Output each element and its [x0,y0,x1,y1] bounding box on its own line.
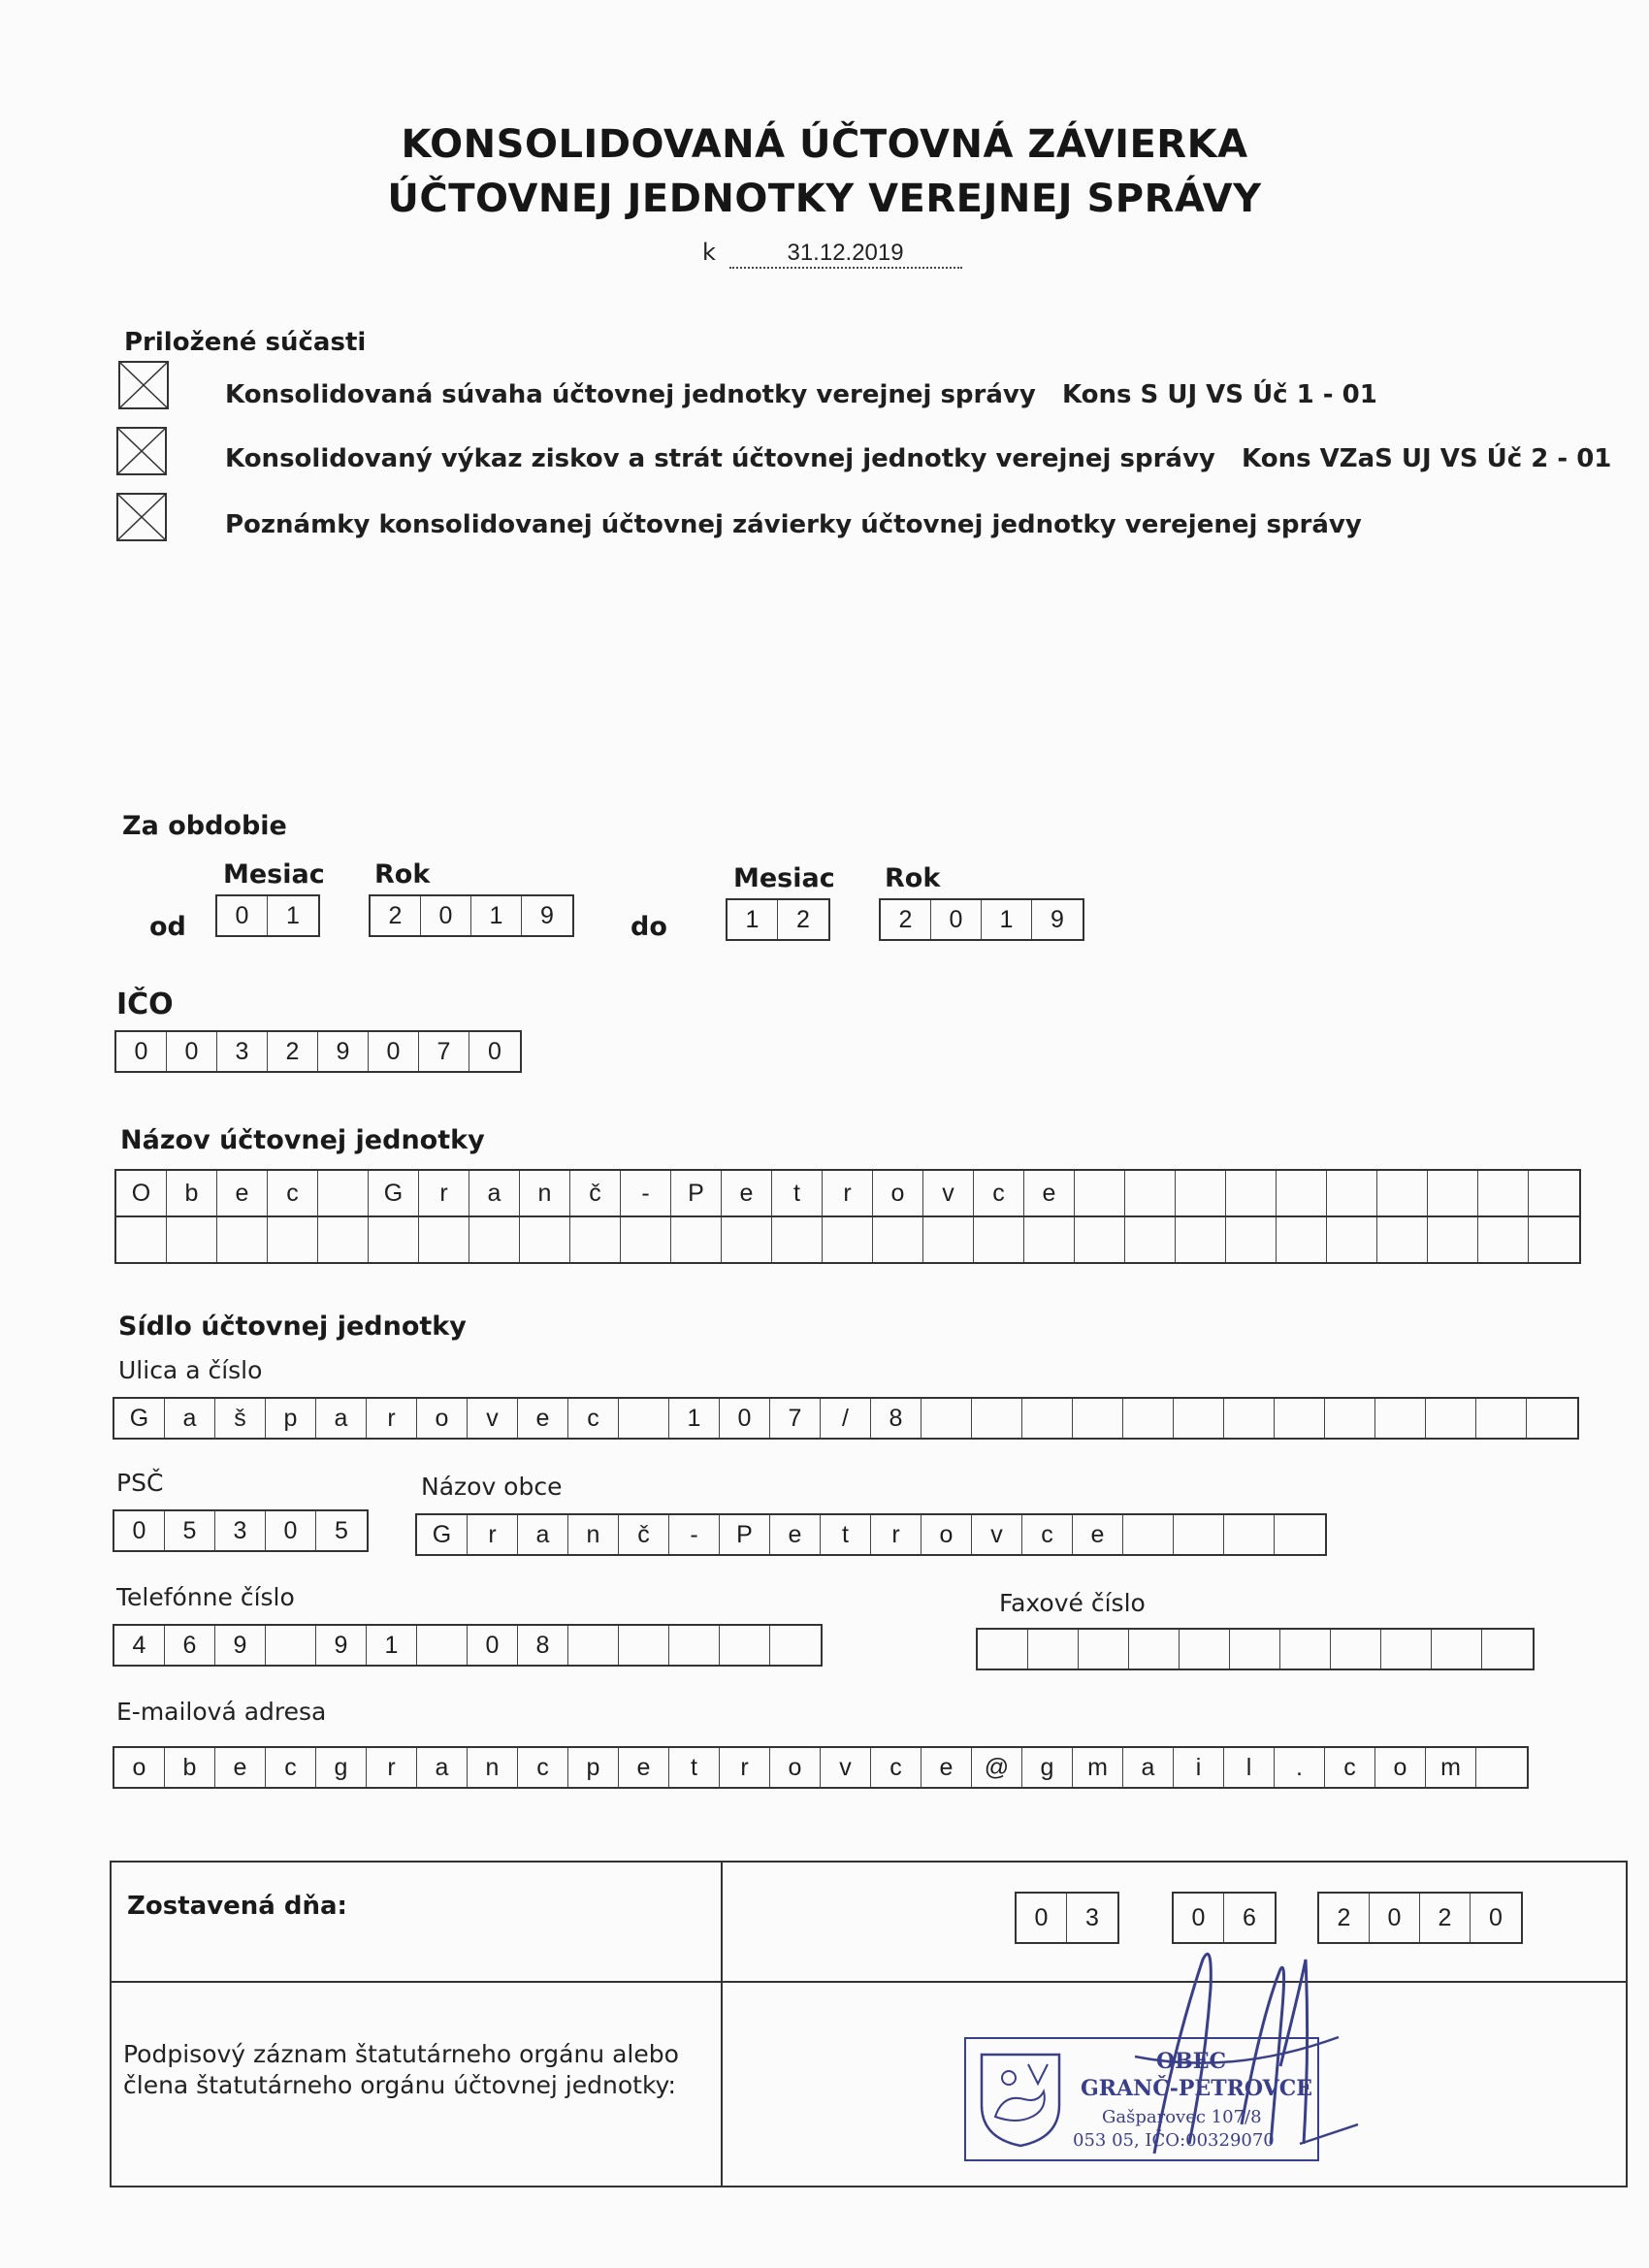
to-year-cell-4: 9 [1051,905,1064,933]
email-cell: r [367,1748,417,1787]
email-cell: e [922,1748,972,1787]
title-line-2: ÚČTOVNEJ JEDNOTKY VEREJNEJ SPRÁVY [387,177,1262,221]
entity-name-grid[interactable] [114,1169,1581,1264]
entity-name-cell [1277,1171,1327,1215]
entity-name-cell: G [369,1171,419,1215]
street-cell [1275,1399,1325,1438]
email-cell [1476,1748,1527,1787]
from-year-label: Rok [374,859,431,890]
from-month-label: Mesiac [223,859,325,890]
entity-name-cell [873,1217,923,1262]
to-year-cell-3: 1 [982,900,1032,939]
from-label: od [149,912,186,942]
entity-name-cell: t [772,1171,823,1215]
date-value: 31.12.2019 [729,240,962,269]
entity-name-cell [1327,1171,1377,1215]
compiled-day-cell-1: 0 [1017,1894,1067,1942]
entity-name-cell [318,1217,369,1262]
entity-name-cell: O [116,1171,167,1215]
entity-name-cell: e [217,1171,268,1215]
city-cell: G [417,1515,468,1554]
from-year-cell-3: 1 [471,896,522,935]
email-cell: v [821,1748,871,1787]
entity-name-cell: c [974,1171,1024,1215]
entity-name-cell [772,1217,823,1262]
entity-name-cell [923,1217,974,1262]
street-cell: o [417,1399,468,1438]
street-cell [1476,1399,1527,1438]
entity-name-cell [974,1217,1024,1262]
entity-name-cell [268,1217,318,1262]
attachment-code-2: Kons VZaS UJ VS Úč 2 - 01 [1242,444,1612,473]
attachment-label-2: Konsolidovaný výkaz ziskov a strát účtovnej jednotky verejnej správy [225,444,1215,473]
address-heading: Sídlo účtovnej jednotky [118,1312,467,1342]
street-cell [922,1399,972,1438]
psc-cell: 0 [266,1511,316,1550]
entity-name-cell [1226,1171,1277,1215]
email-cell: n [468,1748,518,1787]
entity-name-cell [1277,1217,1327,1262]
entity-name-row-1 [116,1171,1579,1217]
street-cell: c [568,1399,619,1438]
stamp-line-3: Gašparovec 107/8 [1102,2107,1262,2127]
compiled-month-cell-2: 6 [1243,1903,1256,1931]
fax-cell [1331,1630,1381,1669]
entity-name-cell [671,1217,722,1262]
city-cell [1275,1515,1325,1554]
street-cell: / [821,1399,871,1438]
email-cell: o [1375,1748,1426,1787]
attachment-item-1 [225,380,1377,409]
attachment-checkbox-3[interactable] [116,493,167,541]
from-year-cell-4: 9 [540,901,554,929]
phone-label: Telefónne číslo [116,1583,295,1611]
phone-cell [720,1626,770,1665]
table-divider-vertical [721,1863,723,2186]
street-cell [1426,1399,1476,1438]
signature-label-line-1: Podpisový záznam štatutárneho orgánu alebo [123,2040,679,2068]
psc-grid[interactable] [113,1509,369,1552]
street-cell [1174,1399,1224,1438]
entity-name-cell: n [520,1171,570,1215]
city-cell: e [770,1515,821,1554]
street-cell [619,1399,669,1438]
from-month-cell-1: 0 [217,896,268,935]
street-cell: G [114,1399,165,1438]
street-cell: a [165,1399,215,1438]
entity-name-cell: b [167,1171,217,1215]
from-month-grid[interactable] [215,894,320,937]
entity-name-cell: P [671,1171,722,1215]
fax-cell [1129,1630,1180,1669]
entity-name-cell [1478,1171,1529,1215]
email-cell: e [619,1748,669,1787]
fax-cell [1482,1630,1533,1669]
entity-name-cell: e [1024,1171,1075,1215]
attachment-item-3 [225,510,1362,539]
attachment-label-3: Poznámky konsolidovanej účtovnej závierky účtovnej jednotky verejenej správy [225,510,1362,539]
phone-cell: 9 [215,1626,266,1665]
entity-name-cell: r [419,1171,469,1215]
fax-label: Faxové číslo [999,1589,1146,1617]
entity-name-cell [1024,1217,1075,1262]
entity-name-cell [167,1217,217,1262]
phone-cell: 1 [367,1626,417,1665]
entity-name-cell: v [923,1171,974,1215]
email-cell: . [1275,1748,1325,1787]
entity-name-cell [217,1217,268,1262]
phone-cell [669,1626,720,1665]
signature-label [123,2039,679,2101]
email-cell: c [1325,1748,1375,1787]
ico-cell: 7 [419,1032,469,1071]
email-cell: a [417,1748,468,1787]
phone-cell [770,1626,821,1665]
entity-name-cell [1428,1171,1478,1215]
street-cell [972,1399,1022,1438]
street-cell [1073,1399,1123,1438]
phone-cell: 0 [468,1626,518,1665]
street-cell [1325,1399,1375,1438]
entity-name-cell [570,1217,621,1262]
compiled-year-cell-4: 0 [1489,1903,1503,1931]
email-cell: g [316,1748,367,1787]
ico-grid[interactable] [114,1030,522,1073]
attachment-label-1: Konsolidovaná súvaha účtovnej jednotky verejnej správy [225,380,1036,409]
to-year-cell-1: 2 [881,900,931,939]
street-cell [1224,1399,1275,1438]
street-label: Ulica a číslo [118,1356,263,1384]
street-cell: 0 [720,1399,770,1438]
compiled-year-cell-2: 0 [1370,1894,1420,1942]
entity-name-cell [520,1217,570,1262]
entity-name-cell [1125,1171,1176,1215]
street-cell: e [518,1399,568,1438]
entity-name-cell: - [621,1171,671,1215]
entity-name-cell [823,1217,873,1262]
email-cell: a [1123,1748,1174,1787]
entity-name-cell [318,1171,369,1215]
city-cell: P [720,1515,770,1554]
report-date [702,239,962,269]
entity-name-cell [1075,1217,1125,1262]
to-month-grid[interactable] [726,898,830,941]
street-cell [1123,1399,1174,1438]
entity-name-cell [1125,1217,1176,1262]
phone-cell: 4 [114,1626,165,1665]
from-year-cell-1: 2 [371,896,421,935]
street-cell: p [266,1399,316,1438]
city-cell: t [821,1515,871,1554]
street-cell: 1 [669,1399,720,1438]
street-cell: 7 [770,1399,821,1438]
to-month-label: Mesiac [733,863,835,893]
street-grid[interactable] [113,1397,1579,1440]
ico-cell: 0 [167,1032,217,1071]
city-cell: e [1073,1515,1123,1554]
city-cell [1174,1515,1224,1554]
email-cell: g [1022,1748,1073,1787]
attachment-item-2 [225,444,1611,473]
entity-name-cell: o [873,1171,923,1215]
entity-name-cell [1176,1217,1226,1262]
email-cell: c [266,1748,316,1787]
email-cell: c [518,1748,568,1787]
entity-name-cell [1529,1171,1579,1215]
entity-name-cell: e [722,1171,772,1215]
attachment-code-1: Kons S UJ VS Úč 1 - 01 [1061,380,1377,409]
psc-label: PSČ [116,1469,164,1497]
compiled-label: Zostavená dňa: [127,1892,347,1921]
email-cell: o [770,1748,821,1787]
street-cell: 8 [871,1399,922,1438]
street-cell: r [367,1399,417,1438]
psc-cell: 3 [215,1511,266,1550]
email-cell: e [215,1748,266,1787]
fax-cell [1432,1630,1482,1669]
to-label: do [630,912,667,942]
compiled-month-cell-1: 0 [1174,1894,1224,1942]
email-cell: c [871,1748,922,1787]
entity-name-row-2 [116,1217,1579,1262]
city-cell: a [518,1515,568,1554]
fax-cell [1381,1630,1432,1669]
entity-name-cell [722,1217,772,1262]
from-year-cell-2: 0 [421,896,471,935]
email-cell: r [720,1748,770,1787]
fax-cell [1230,1630,1280,1669]
city-cell [1123,1515,1174,1554]
email-cell: i [1174,1748,1224,1787]
email-cell: o [114,1748,165,1787]
entity-name-cell [1529,1217,1579,1262]
city-cell: n [568,1515,619,1554]
attachments-heading: Priložené súčasti [124,328,367,357]
compiled-year-cell-1: 2 [1319,1894,1370,1942]
ico-cell: 9 [318,1032,369,1071]
attachment-checkbox-2[interactable] [116,427,167,475]
psc-cell: 0 [114,1511,165,1550]
fax-cell [1028,1630,1079,1669]
phone-grid[interactable] [113,1624,823,1667]
attachment-checkbox-1[interactable] [118,361,169,409]
entity-name-cell [1226,1217,1277,1262]
fax-cell [1280,1630,1331,1669]
from-year-grid[interactable] [369,894,574,937]
entity-name-cell [116,1217,167,1262]
email-cell: m [1073,1748,1123,1787]
city-cell: č [619,1515,669,1554]
handwritten-signature [1096,1930,1387,2173]
fax-cell [978,1630,1028,1669]
phone-cell [619,1626,669,1665]
date-prefix: k [702,239,716,266]
coat-of-arms-icon [974,2049,1067,2150]
to-year-grid[interactable] [879,898,1084,941]
email-grid[interactable] [113,1746,1529,1789]
compiled-day-cell-2: 3 [1085,1903,1099,1931]
entity-name-cell [1075,1171,1125,1215]
psc-cell: 5 [165,1511,215,1550]
email-cell: b [165,1748,215,1787]
entity-name-cell [621,1217,671,1262]
table-divider-horizontal [112,1981,1626,1983]
fax-grid[interactable] [976,1628,1535,1670]
entity-name-cell: a [469,1171,520,1215]
psc-cell: 5 [335,1516,348,1544]
entity-name-cell [1428,1217,1478,1262]
entity-name-heading: Názov účtovnej jednotky [120,1125,485,1155]
entity-name-cell [1176,1171,1226,1215]
title-line-1: KONSOLIDOVANÁ ÚČTOVNÁ ZÁVIERKA [401,122,1248,167]
period-heading: Za obdobie [122,811,287,841]
entity-name-cell [369,1217,419,1262]
city-cell: o [922,1515,972,1554]
city-cell: r [871,1515,922,1554]
street-cell: a [316,1399,367,1438]
email-cell: t [669,1748,720,1787]
city-cell: r [468,1515,518,1554]
entity-name-cell [1377,1217,1428,1262]
to-month-cell-2: 2 [796,905,810,933]
city-label: Názov obce [421,1473,563,1501]
entity-name-cell: č [570,1171,621,1215]
stamp-line-1: OBEC [1156,2049,1227,2074]
entity-name-cell [1327,1217,1377,1262]
phone-cell [417,1626,468,1665]
city-cell: v [972,1515,1022,1554]
ico-cell: 0 [369,1032,419,1071]
city-grid[interactable] [415,1513,1327,1556]
ico-heading: IČO [116,988,174,1021]
street-cell [1022,1399,1073,1438]
entity-name-cell: r [823,1171,873,1215]
email-cell: m [1426,1748,1476,1787]
ico-cell: 0 [116,1032,167,1071]
street-cell [1375,1399,1426,1438]
entity-name-cell [1478,1217,1529,1262]
street-cell [1527,1399,1577,1438]
compiled-year-cell-3: 2 [1420,1894,1471,1942]
city-cell [1224,1515,1275,1554]
ico-cell: 0 [488,1037,501,1065]
city-cell: - [669,1515,720,1554]
phone-cell: 9 [316,1626,367,1665]
from-month-cell-2: 1 [286,901,300,929]
entity-name-cell [1377,1171,1428,1215]
signature-label-line-2: člena štatutárneho orgánu účtovnej jednotky: [123,2071,676,2099]
email-cell: @ [972,1748,1022,1787]
stamp-line-4: 053 05, IČO:00329070 [1073,2130,1275,2151]
email-cell: p [568,1748,619,1787]
street-cell: š [215,1399,266,1438]
phone-cell: 8 [518,1626,568,1665]
entity-name-cell [469,1217,520,1262]
entity-name-cell: c [268,1171,318,1215]
to-year-cell-2: 0 [931,900,982,939]
street-cell: v [468,1399,518,1438]
ico-cell: 3 [217,1032,268,1071]
ico-cell: 2 [268,1032,318,1071]
phone-cell [266,1626,316,1665]
fax-cell [1180,1630,1230,1669]
entity-name-cell [419,1217,469,1262]
city-cell: c [1022,1515,1073,1554]
fax-cell [1079,1630,1129,1669]
stamp-line-2: GRANČ-PETROVCE [1081,2076,1312,2101]
email-label: E-mailová adresa [116,1698,327,1726]
to-month-cell-1: 1 [728,900,778,939]
email-cell: l [1224,1748,1275,1787]
to-year-label: Rok [885,863,941,893]
phone-cell: 6 [165,1626,215,1665]
phone-cell [568,1626,619,1665]
